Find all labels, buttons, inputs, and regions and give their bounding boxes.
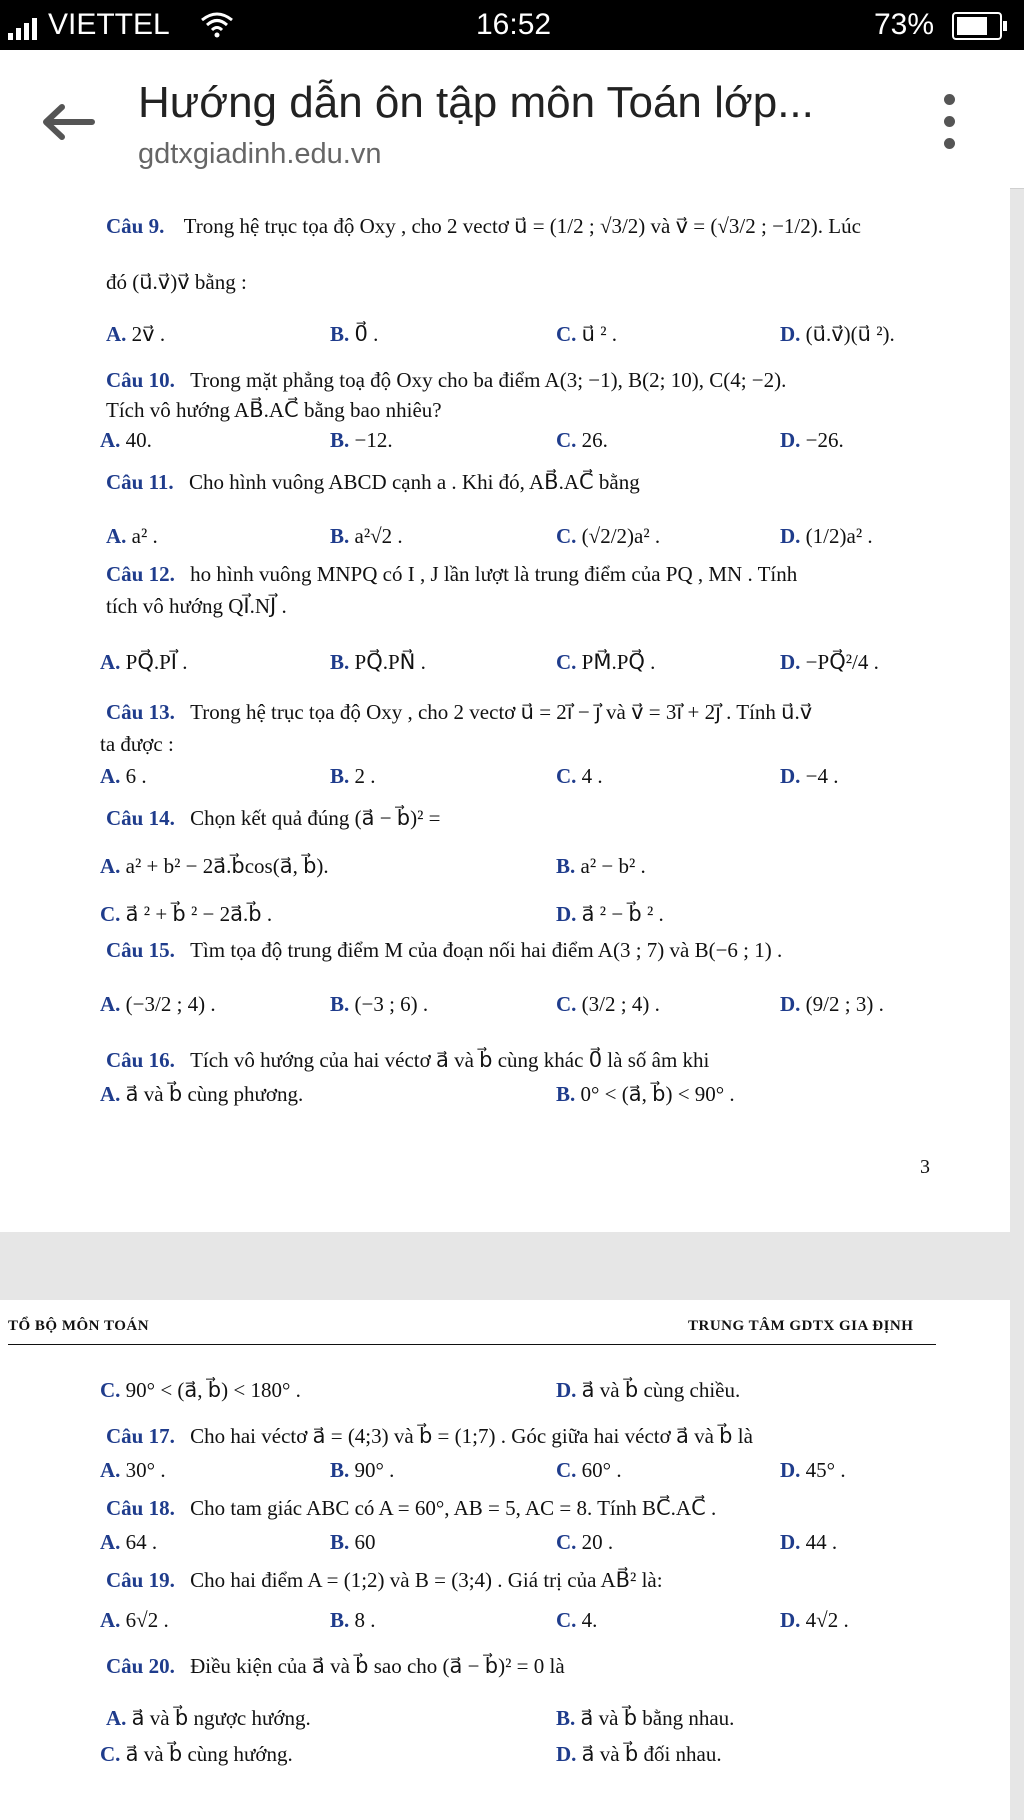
question-13-line2: ta được : xyxy=(100,732,174,756)
option-9b: B. 0⃗ . xyxy=(330,322,379,346)
option-11a: A. a² . xyxy=(106,524,158,548)
document-page-2 xyxy=(0,1300,1010,1820)
option-15c: C. (3/2 ; 4) . xyxy=(556,992,660,1016)
option-10b: B. −12. xyxy=(330,428,393,452)
option-17c: C. 60° . xyxy=(556,1458,622,1482)
option-14b: B. a² − b² . xyxy=(556,854,646,878)
question-13: Câu 13. Trong hệ trục tọa độ Oxy , cho 2 vectơ u⃗ = 2i⃗ − j⃗ và v⃗ = 3i⃗ + 2j⃗ . Tính u⃗.v⃗ xyxy=(106,700,813,724)
option-11b: B. a²√2 . xyxy=(330,524,403,548)
option-11d: D. (1/2)a² . xyxy=(780,524,873,548)
option-14c: C. a⃗ ² + b⃗ ² − 2a⃗.b⃗ . xyxy=(100,902,273,926)
option-15a: A. (−3/2 ; 4) . xyxy=(100,992,216,1016)
option-12d: D. −PQ⃗²/4 . xyxy=(780,650,879,674)
page-title: Hướng dẫn ôn tập môn Toán lớp... xyxy=(138,78,814,127)
question-17: Câu 17. Cho hai véctơ a⃗ = (4;3) và b⃗ = (1;7) . Góc giữa hai véctơ a⃗ và b⃗ là xyxy=(106,1424,753,1448)
option-16d: D. a⃗ và b⃗ cùng chiều. xyxy=(556,1378,741,1402)
option-19b: B. 8 . xyxy=(330,1608,376,1632)
carrier-name: VIETTEL xyxy=(48,8,170,41)
battery-icon xyxy=(952,12,1002,40)
battery-percent: 73% xyxy=(874,8,935,41)
option-12b: B. PQ⃗.PN⃗ . xyxy=(330,650,426,674)
clock: 16:52 xyxy=(476,8,552,41)
document-page-1 xyxy=(0,188,1010,1232)
app-bar xyxy=(0,50,1024,189)
option-16b: B. 0° < (a⃗, b⃗) < 90° . xyxy=(556,1082,735,1106)
option-14a: A. a² + b² − 2a⃗.b⃗cos(a⃗, b⃗). xyxy=(100,854,329,878)
question-18: Câu 18. Cho tam giác ABC có A = 60°, AB = 5, AC = 8. Tính BC⃗.AC⃗ . xyxy=(106,1496,717,1520)
option-13d: D. −4 . xyxy=(780,764,839,788)
option-16c: C. 90° < (a⃗, b⃗) < 180° . xyxy=(100,1378,301,1402)
page-url: gdtxgiadinh.edu.vn xyxy=(138,138,382,170)
question-9-line2: đó (u⃗.v⃗)v⃗ bằng : xyxy=(106,270,247,294)
option-9c: C. u⃗ ² . xyxy=(556,322,618,346)
header-left: TỔ BỘ MÔN TOÁN xyxy=(8,1318,150,1334)
question-19: Câu 19. Cho hai điểm A = (1;2) và B = (3;4) . Giá trị của AB⃗² là: xyxy=(106,1568,663,1592)
option-20d: D. a⃗ và b⃗ đối nhau. xyxy=(556,1742,722,1766)
page-number: 3 xyxy=(920,1156,930,1178)
option-12c: C. PM⃗.PQ⃗ . xyxy=(556,650,656,674)
option-20a: A. a⃗ và b⃗ ngược hướng. xyxy=(106,1706,311,1730)
option-14d: D. a⃗ ² − b⃗ ² . xyxy=(556,902,664,926)
option-17a: A. 30° . xyxy=(100,1458,166,1482)
question-9: Câu 9. Trong hệ trục tọa độ Oxy , cho 2 vectơ u⃗ = (1/2 ; √3/2) và v⃗ = (√3/2 ; −1/2). Lúc xyxy=(106,214,861,238)
option-17b: B. 90° . xyxy=(330,1458,395,1482)
option-15b: B. (−3 ; 6) . xyxy=(330,992,429,1016)
option-18d: D. 44 . xyxy=(780,1530,838,1554)
question-16: Câu 16. Tích vô hướng của hai véctơ a⃗ và b⃗ cùng khác 0⃗ là số âm khi xyxy=(106,1048,710,1072)
option-20c: C. a⃗ và b⃗ cùng hướng. xyxy=(100,1742,293,1766)
back-arrow-icon[interactable] xyxy=(40,102,96,142)
option-18c: C. 20 . xyxy=(556,1530,614,1554)
question-12-line2: tích vô hướng QI⃗.NJ⃗ . xyxy=(106,594,287,618)
option-9a: A. 2v⃗ . xyxy=(106,322,166,346)
option-11c: C. (√2/2)a² . xyxy=(556,524,661,548)
option-13b: B. 2 . xyxy=(330,764,376,788)
wifi-icon xyxy=(200,10,234,46)
more-options-icon[interactable] xyxy=(938,94,962,154)
option-19d: D. 4√2 . xyxy=(780,1608,849,1632)
status-bar xyxy=(0,0,1024,50)
option-20b: B. a⃗ và b⃗ bằng nhau. xyxy=(556,1706,735,1730)
question-15: Câu 15. Tìm tọa độ trung điểm M của đoạn nối hai điểm A(3 ; 7) và B(−6 ; 1) . xyxy=(106,938,783,962)
option-19a: A. 6√2 . xyxy=(100,1608,169,1632)
question-11: Câu 11. Cho hình vuông ABCD cạnh a . Khi đó, AB⃗.AC⃗ bằng xyxy=(106,470,640,494)
question-12: Câu 12. ho hình vuông MNPQ có I , J lần lượt là trung điểm của PQ , MN . Tính xyxy=(106,562,798,586)
signal-icon xyxy=(8,14,52,38)
option-16a: A. a⃗ và b⃗ cùng phương. xyxy=(100,1082,304,1106)
question-20: Câu 20. Điều kiện của a⃗ và b⃗ sao cho (a⃗ − b⃗)² = 0 là xyxy=(106,1654,565,1678)
option-18a: A. 64 . xyxy=(100,1530,158,1554)
question-10: Câu 10. Trong mặt phẳng toạ độ Oxy cho ba điểm A(3; −1), B(2; 10), C(4; −2). xyxy=(106,368,787,392)
option-15d: D. (9/2 ; 3) . xyxy=(780,992,884,1016)
question-10-line2: Tích vô hướng AB⃗.AC⃗ bằng bao nhiêu? xyxy=(106,398,442,422)
option-9d: D. (u⃗.v⃗)(u⃗ ²). xyxy=(780,322,895,346)
option-17d: D. 45° . xyxy=(780,1458,846,1482)
question-14: Câu 14. Chọn kết quả đúng (a⃗ − b⃗)² = xyxy=(106,806,441,830)
header-right: TRUNG TÂM GDTX GIA ĐỊNH xyxy=(688,1318,914,1334)
option-10d: D. −26. xyxy=(780,428,844,452)
option-10a: A. 40. xyxy=(100,428,152,452)
option-19c: C. 4. xyxy=(556,1608,598,1632)
option-10c: C. 26. xyxy=(556,428,608,452)
option-13c: C. 4 . xyxy=(556,764,603,788)
header-divider xyxy=(8,1344,936,1345)
option-12a: A. PQ⃗.PI⃗ . xyxy=(100,650,188,674)
option-18b: B. 60 xyxy=(330,1530,376,1554)
option-13a: A. 6 . xyxy=(100,764,147,788)
